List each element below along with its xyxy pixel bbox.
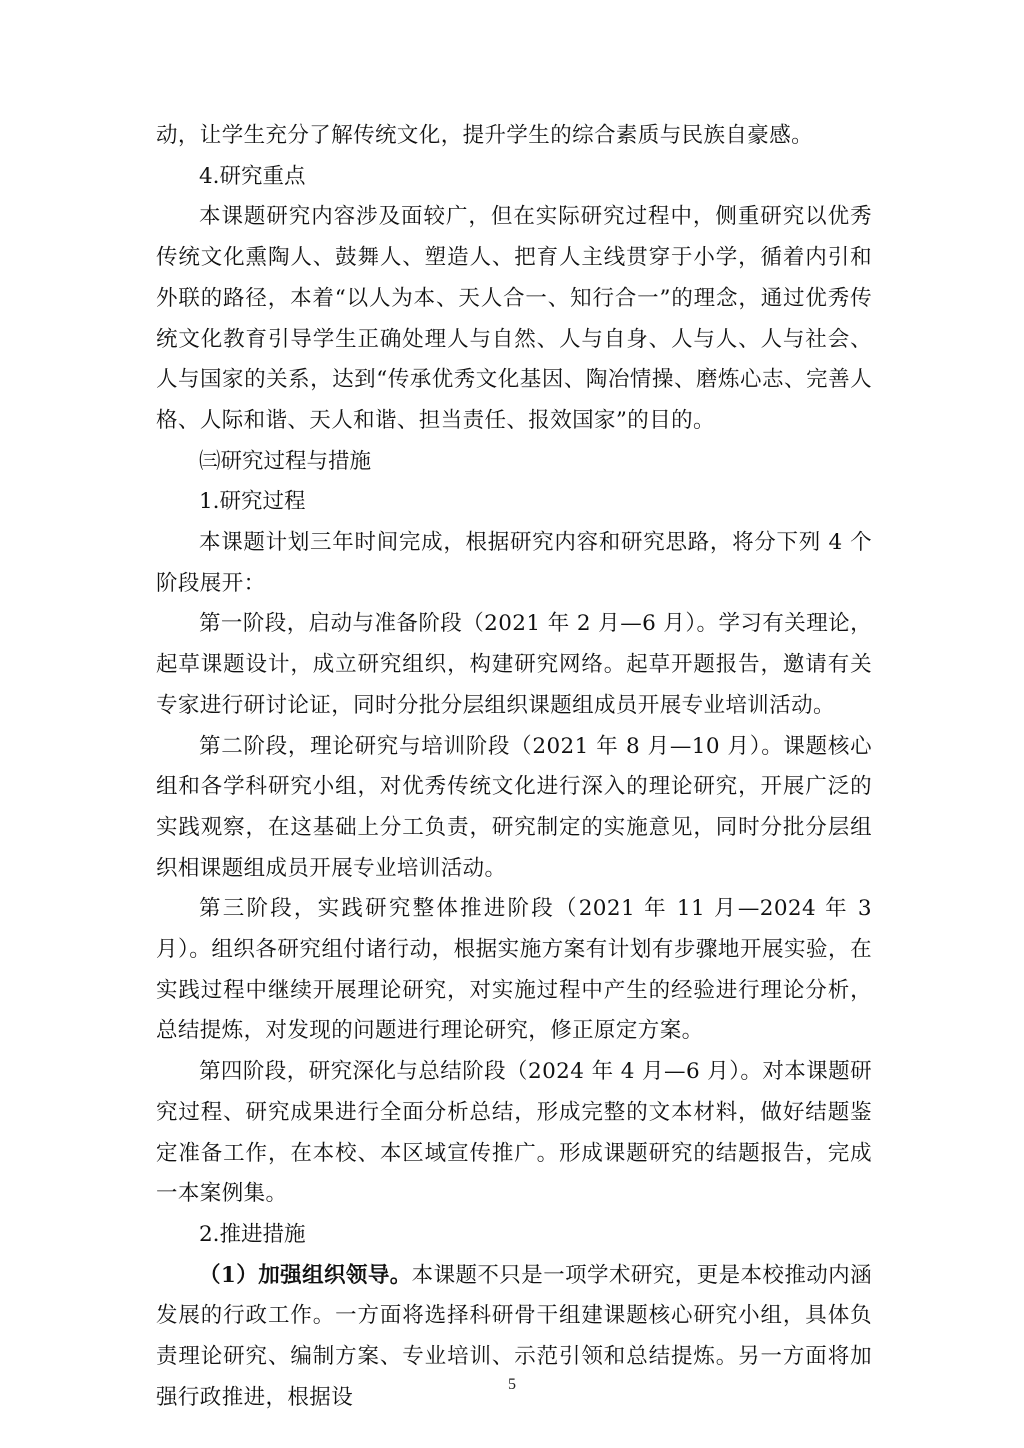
paragraph-stage-2: 第二阶段，理论研究与培训阶段（2021 年 8 月—10 月）。课题核心组和各学科研究小组，对优秀传统文化进行深入的理论研究，开展广泛的实践观察，在这基础上分工负责，研究制定的实施意见，同时分批分层组织相课题组成员开展专业培训活动。 — [156, 733, 872, 881]
page-number: 5 — [508, 1376, 516, 1393]
measure-1-body: 本课题不只是一项学术研究，更是本校推动内涵发展的行政工作。一方面将选择科研骨干组建课题核心研究小组，具体负责理论研究、编制方案、专业培训、示范引领和总结提炼。另一方面将加强行政推进，根据设 — [156, 1262, 872, 1410]
document-body — [156, 116, 872, 1419]
paragraph-intro-tail: 动，让学生充分了解传统文化，提升学生的综合素质与民族自豪感。 — [156, 123, 814, 148]
paragraph-stage-1: 第一阶段，启动与准备阶段（2021 年 2 月—6 月）。学习有关理论，起草课题设计，成立研究组织，构建研究网络。起草开题报告，邀请有关专家进行研讨论证，同时分批分层组织课题组成员开展专业培训活动。 — [156, 611, 872, 718]
heading-research-focus: 4.研究重点 — [199, 163, 306, 189]
heading-process-measures: ㈢研究过程与措施 — [199, 448, 372, 474]
measure-1-lead: （1）加强组织领导。 — [199, 1262, 412, 1288]
paragraph-research-focus: 本课题研究内容涉及面较广，但在实际研究过程中，侧重研究以优秀传统文化熏陶人、鼓舞人、塑造人、把育人主线贯穿于小学，循着内引和外联的路径，本着“以人为本、天人合一、知行合一”的理念，通过优秀传统文化教育引导学生正确处理人与自然、人与自身、人与人、人与社会、人与国家的关系，达到“传承优秀文化基因、陶冶情操、磨炼心志、完善人格、人际和谐、天人和谐、担当责任、报效国家”的目的。 — [156, 204, 872, 433]
paragraph-measure-1 — [156, 1256, 872, 1419]
paragraph-process-plan: 本课题计划三年时间完成，根据研究内容和研究思路，将分下列 4 个阶段展开： — [156, 530, 872, 596]
heading-research-process: 1.研究过程 — [199, 489, 306, 515]
paragraph-stage-3: 第三阶段，实践研究整体推进阶段（2021 年 11 月—2024 年 3 月）。组织各研究组付诸行动，根据实施方案有计划有步骤地开展实验，在实践过程中继续开展理论研究，对实施过程中产生的经验进行理论分析，总结提炼，对发现的问题进行理论研究，修正原定方案。 — [156, 896, 872, 1044]
heading-measures: 2.推进措施 — [199, 1221, 306, 1247]
paragraph-stage-4: 第四阶段，研究深化与总结阶段（2024 年 4 月—6 月）。对本课题研究过程、研究成果进行全面分析总结，形成完整的文本材料，做好结题鉴定准备工作，在本校、本区域宣传推广。形成课题研究的结题报告，完成一本案例集。 — [156, 1059, 872, 1207]
